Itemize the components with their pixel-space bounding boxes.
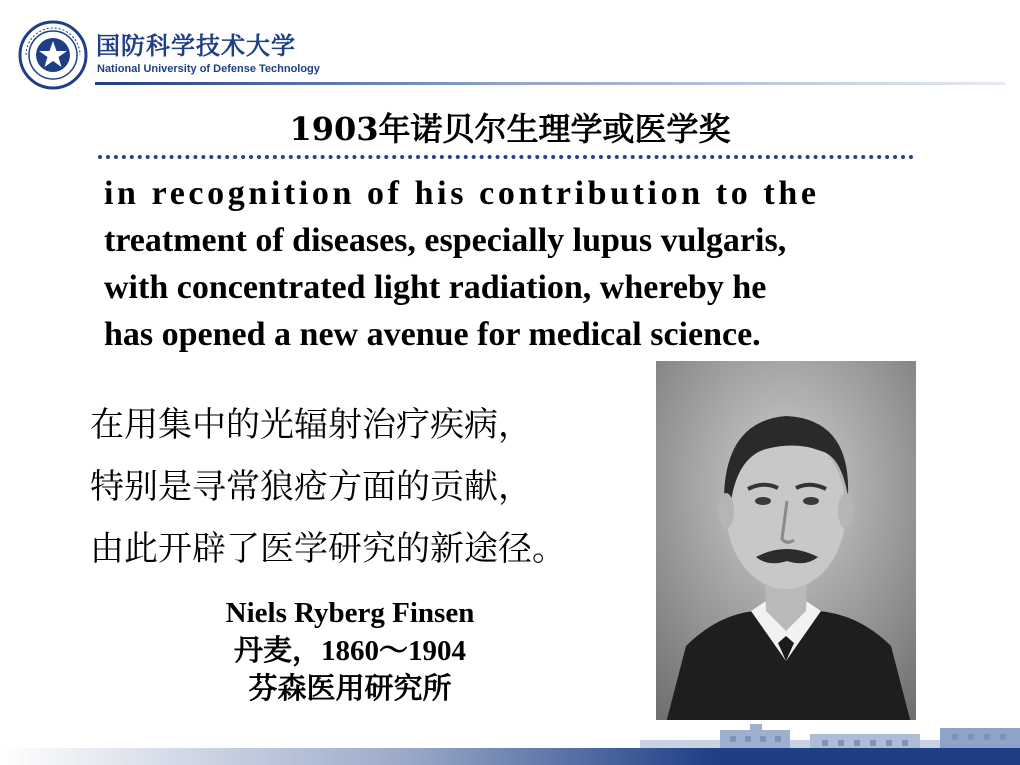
university-name-en: National University of Defense Technology <box>97 63 320 75</box>
laureate-origin: 丹麦，1860～1904 <box>233 635 466 667</box>
laureate-name: Niels Ryberg Finsen <box>225 597 475 629</box>
citation-line: has opened a new avenue for medical science. <box>104 316 761 353</box>
citation-line: in recognition of his contribution to the <box>104 175 820 212</box>
description-line: 特别是寻常狼疮方面的贡献， <box>90 467 532 507</box>
citation-line: with concentrated light radiation, whereby he <box>104 269 767 306</box>
title-dotted-divider <box>98 155 914 159</box>
portrait-illustration <box>656 361 916 723</box>
footer-bar <box>0 748 1020 765</box>
nobel-citation <box>104 170 924 358</box>
portrait-caption <box>200 594 500 708</box>
university-seal-icon <box>18 20 88 90</box>
slide-header <box>0 0 1020 90</box>
portrait-photo <box>656 361 916 723</box>
citation-line: treatment of diseases, especially lupus vulgaris, <box>104 222 787 259</box>
description-line: 在用集中的光辐射治疗疾病， <box>90 405 532 445</box>
slide-title: 1903年诺贝尔生理学或医学奖 <box>289 110 731 148</box>
laureate-institute: 芬森医用研究所 <box>248 673 452 705</box>
university-name-cn: 国防科学技术大学 <box>96 31 296 60</box>
header-divider <box>95 82 1005 85</box>
description-line: 由此开辟了医学研究的新途径。 <box>90 529 566 569</box>
chinese-description <box>90 394 566 580</box>
